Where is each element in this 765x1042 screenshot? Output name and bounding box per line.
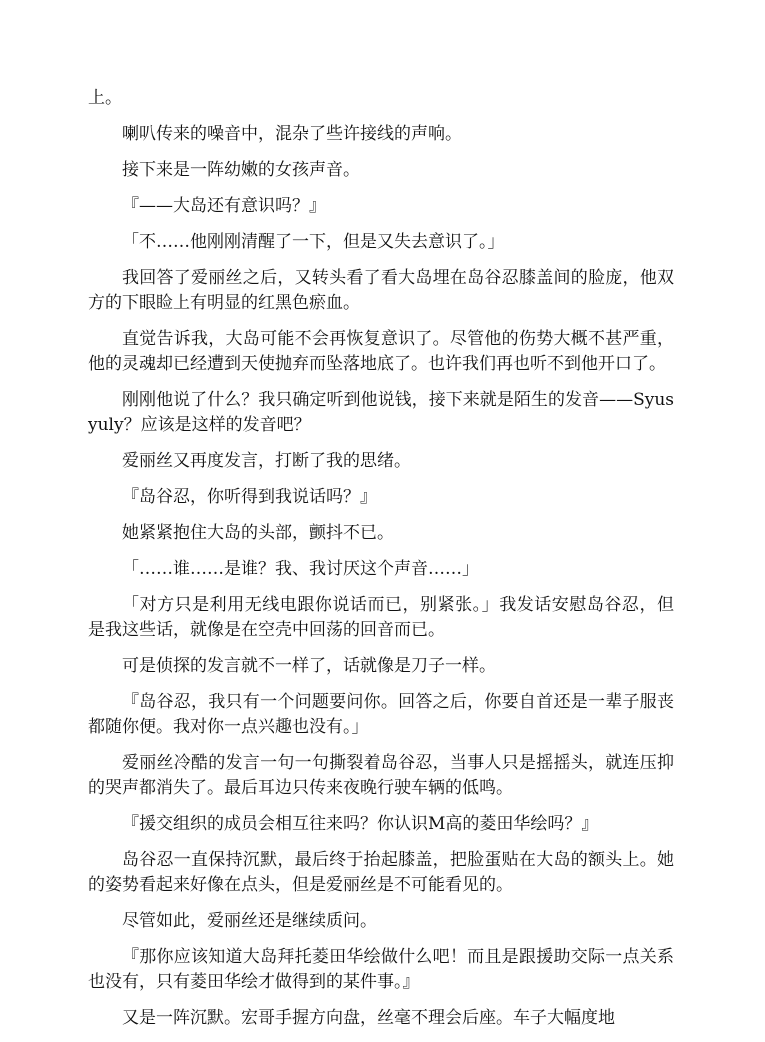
paragraph-9: 爱丽丝又再度发言，打断了我的思绪。 (122, 451, 411, 471)
paragraph-7: 直觉告诉我，大岛可能不会再恢复意识了。尽管他的伤势大概不甚严重，他的灵魂却已经遭到天使抛弃而坠落地底了。也许我们再也听不到他开口了。 (88, 329, 674, 374)
paragraph-5: 「不……他刚刚清醒了一下，但是又失去意识了。」 (122, 232, 505, 252)
paragraph-12: 「……谁……是谁？我、我讨厌这个声音……」 (122, 559, 479, 579)
paragraph-19: 尽管如此，爱丽丝还是继续质问。 (122, 911, 377, 931)
paragraph-13: 「对方只是利用无线电跟你说话而已，别紧张。」我发话安慰岛谷忍，但是我这些话，就像是在空壳中回荡的回音而已。 (88, 595, 674, 640)
paragraph-16: 爱丽丝冷酷的发言一句一句撕裂着岛谷忍，当事人只是摇摇头，就连压抑的哭声都消失了。最后耳边只传来夜晚行驶车辆的低鸣。 (88, 753, 674, 798)
paragraph-10: 『岛谷忍，你听得到我说话吗？』 (122, 487, 377, 507)
paragraph-2: 喇叭传来的噪音中，混杂了些许接线的声响。 (122, 124, 462, 144)
paragraph-3: 接下来是一阵幼嫩的女孩声音。 (122, 160, 360, 180)
paragraph-21: 又是一阵沉默。宏哥手握方向盘，丝毫不理会后座。车子大幅度地 (122, 1008, 615, 1028)
paragraph-1: 上。 (88, 88, 122, 108)
paragraph-14: 可是侦探的发言就不一样了，话就像是刀子一样。 (122, 656, 496, 676)
paragraph-15: 『岛谷忍，我只有一个问题要问你。回答之后，你要自首还是一辈子服丧都随你便。我对你一点兴趣也没有。」 (88, 692, 674, 737)
paragraph-11: 她紧紧抱住大岛的头部，颤抖不已。 (122, 523, 394, 543)
paragraph-17: 『援交组织的成员会相互往来吗？你认识M高的菱田华绘吗？』 (122, 814, 599, 834)
paragraph-4: 『——大岛还有意识吗？』 (122, 196, 326, 216)
paragraph-8: 刚刚他说了什么？我只确定听到他说钱，接下来就是陌生的发音——Syusyuly？应该是这样的发音吧？ (88, 390, 674, 435)
paragraph-20: 『那你应该知道大岛拜托菱田华绘做什么吧！而且是跟援助交际一点关系也没有，只有菱田华绘才做得到的某件事。』 (88, 947, 674, 992)
paragraph-6: 我回答了爱丽丝之后，又转头看了看大岛埋在岛谷忍膝盖间的脸庞，他双方的下眼睑上有明显的红黑色瘀血。 (88, 268, 674, 313)
book-page (88, 86, 674, 1042)
paragraph-18: 岛谷忍一直保持沉默，最后终于抬起膝盖，把脸蛋贴在大岛的额头上。她的姿势看起来好像在点头，但是爱丽丝是不可能看见的。 (88, 850, 674, 895)
